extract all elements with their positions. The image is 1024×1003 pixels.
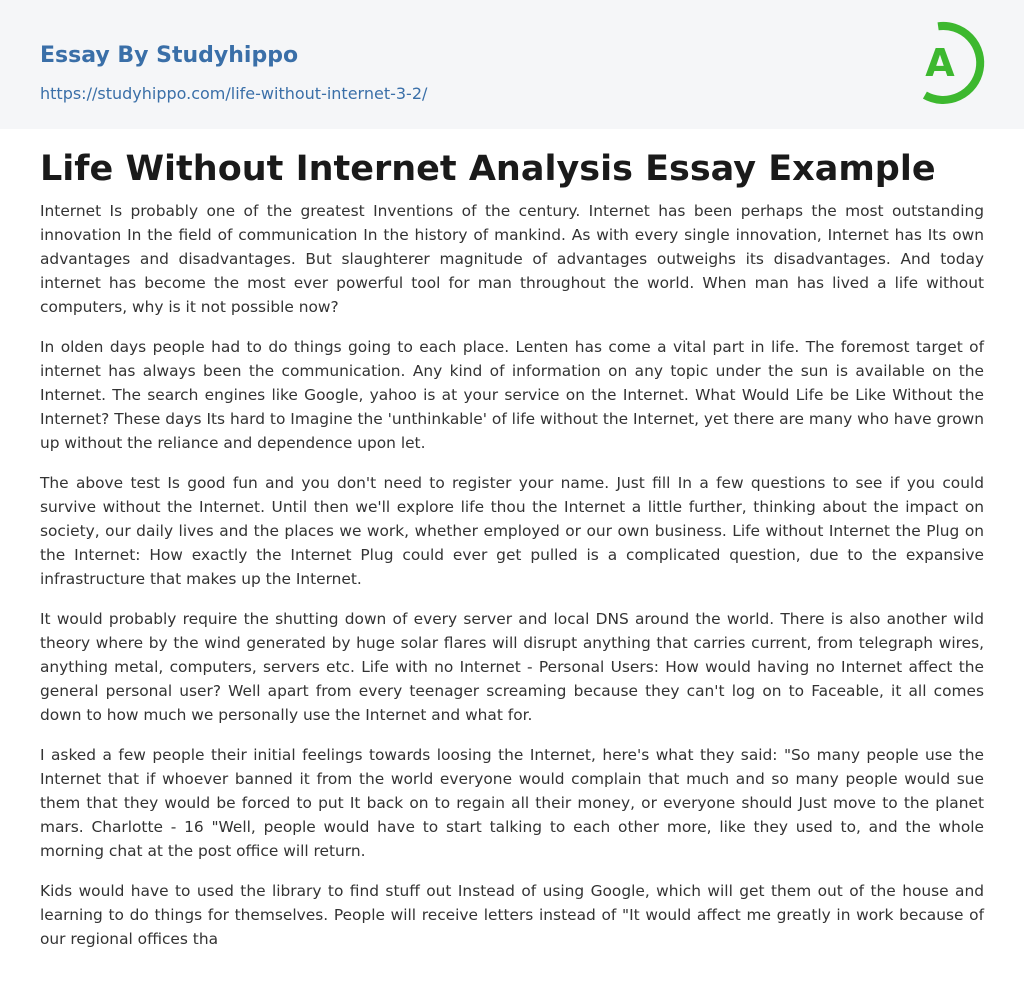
essay-paragraph: Internet Is probably one of the greatest Inventions of the century. Internet has been perhaps the most outstanding innovation In the field of communication In the history of mankind. As with every single innovation, Internet has Its own advantages and disadvantages. But slaughterer magnitude of advantages outweighs its disadvantages. And today internet has become the most ever powerful tool for man throughout the world. When man has lived a life without computers, why is it not possible now?: [40, 202, 984, 316]
brand-title[interactable]: Essay By Studyhippo: [40, 43, 299, 68]
studyhippo-a-logo-icon[interactable]: [910, 18, 990, 108]
logo-svg: [910, 18, 990, 108]
essay-content: [40, 129, 984, 967]
essay-paragraph: In olden days people had to do things going to each place. Lenten has come a vital part in life. The foremost target of internet has always been the communication. Any kind of information on any topic under the sun is available on the Internet. The search engines like Google, yahoo is at your service on the Internet. What Would Life be Like Without the Internet? These days Its hard to Imagine the 'unthinkable' of life without the Internet, yet there are many who have grown up without the reliance and dependence upon let.: [40, 338, 984, 452]
essay-paragraph: It would probably require the shutting down of every server and local DNS around the world. There is also another wild theory where by the wind generated by huge solar flares will disrupt anything that carries current, from telegraph wires, anything metal, computers, servers etc. Life with no Internet - Personal Users: How would having no Internet affect the general personal user? Well apart from every teenager screaming because they can't log on to Faceable, it all comes down to how much we personally use the Internet and what for.: [40, 610, 984, 724]
site-header: [0, 0, 1024, 129]
essay-paragraph: I asked a few people their initial feelings towards loosing the Internet, here's what they said: "So many people use the Internet that if whoever banned it from the world everyone would complain that much and so many people would sue them that they would be forced to put It back on to regain all their money, or everyone should Just move to the planet mars. Charlotte - 16 "Well, people would have to start talking to each other more, like they used to, and the whole morning chat at the post office will return.: [40, 746, 984, 860]
essay-body: [40, 199, 984, 951]
page-title: Life Without Internet Analysis Essay Example: [40, 149, 936, 189]
logo-letter: A: [925, 41, 955, 85]
essay-paragraph: Kids would have to used the library to find stuff out Instead of using Google, which will get them out of the house and learning to do things for themselves. People will receive letters instead of "It would affect me greatly in work because of our regional offices tha: [40, 882, 984, 948]
source-url-link[interactable]: https://studyhippo.com/life-without-internet-3-2/: [40, 84, 428, 103]
essay-paragraph: The above test Is good fun and you don't need to register your name. Just fill In a few questions to see if you could survive without the Internet. Until then we'll explore life thou the Internet a little further, thinking about the impact on society, our daily lives and the places we work, whether employed or our own business. Life without Internet the Plug on the Internet: How exactly the Internet Plug could ever get pulled is a complicated question, due to the expansive infrastructure that makes up the Internet.: [40, 474, 984, 588]
